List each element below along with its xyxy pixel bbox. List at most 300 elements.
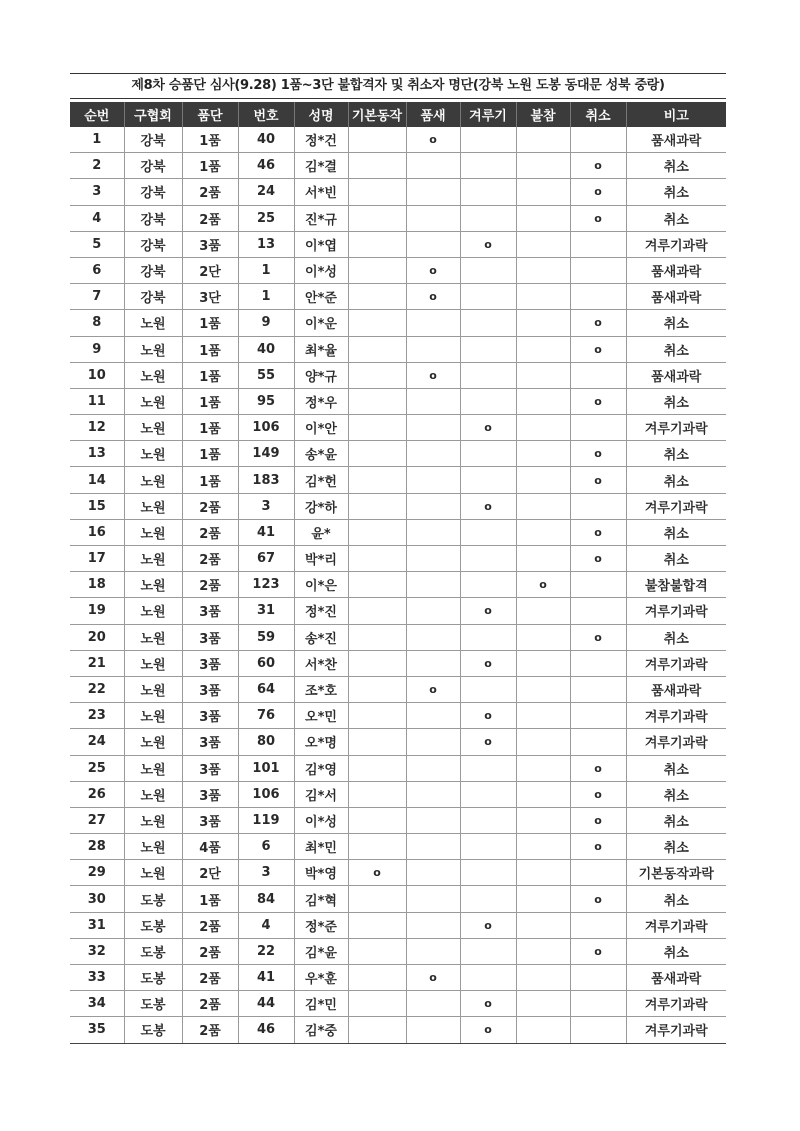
cell-cancel — [570, 257, 626, 283]
col-header: 구협회 — [124, 102, 182, 127]
cell-sparring — [460, 310, 516, 336]
cell-number: 84 — [238, 886, 294, 912]
table-row — [70, 834, 726, 860]
cell-basic-motion — [348, 415, 406, 441]
cell-cancel — [570, 231, 626, 257]
cell-no: 11 — [70, 388, 124, 414]
cell-poomsae — [406, 205, 460, 231]
cell-note: 취소 — [626, 179, 726, 205]
cell-note: 겨루기과락 — [626, 912, 726, 938]
cell-note: 품새과락 — [626, 284, 726, 310]
cell-basic-motion — [348, 493, 406, 519]
table-row — [70, 231, 726, 257]
cell-association: 노원 — [124, 388, 182, 414]
cell-association: 노원 — [124, 467, 182, 493]
cell-association: 강북 — [124, 257, 182, 283]
cell-cancel — [570, 415, 626, 441]
cell-number: 22 — [238, 938, 294, 964]
cell-number: 46 — [238, 1017, 294, 1043]
cell-cancel: o — [570, 441, 626, 467]
cell-name: 서*빈 — [294, 179, 348, 205]
cell-cancel — [570, 650, 626, 676]
cell-cancel — [570, 912, 626, 938]
cell-rank: 3품 — [182, 755, 238, 781]
cell-sparring — [460, 519, 516, 545]
cell-association: 강북 — [124, 127, 182, 153]
cell-basic-motion — [348, 886, 406, 912]
cell-number: 60 — [238, 650, 294, 676]
cell-rank: 1품 — [182, 467, 238, 493]
cell-absent — [516, 965, 570, 991]
cell-absent — [516, 938, 570, 964]
cell-sparring — [460, 257, 516, 283]
cell-rank: 3단 — [182, 284, 238, 310]
cell-cancel: o — [570, 519, 626, 545]
cell-cancel — [570, 991, 626, 1017]
cell-name: 우*훈 — [294, 965, 348, 991]
cell-cancel — [570, 965, 626, 991]
cell-sparring — [460, 781, 516, 807]
cell-name: 최*민 — [294, 834, 348, 860]
cell-sparring — [460, 755, 516, 781]
cell-no: 12 — [70, 415, 124, 441]
cell-basic-motion — [348, 284, 406, 310]
cell-number: 6 — [238, 834, 294, 860]
table-row — [70, 729, 726, 755]
cell-number: 9 — [238, 310, 294, 336]
cell-rank: 3품 — [182, 624, 238, 650]
cell-rank: 3품 — [182, 781, 238, 807]
cell-cancel: o — [570, 755, 626, 781]
cell-no: 15 — [70, 493, 124, 519]
cell-absent — [516, 519, 570, 545]
cell-association: 도봉 — [124, 1017, 182, 1043]
cell-sparring — [460, 127, 516, 153]
table-row — [70, 388, 726, 414]
cell-association: 강북 — [124, 179, 182, 205]
cell-association: 노원 — [124, 519, 182, 545]
cell-absent — [516, 729, 570, 755]
cell-basic-motion — [348, 729, 406, 755]
cell-sparring — [460, 546, 516, 572]
cell-name: 오*명 — [294, 729, 348, 755]
cell-association: 노원 — [124, 834, 182, 860]
cell-basic-motion — [348, 624, 406, 650]
cell-rank: 1품 — [182, 310, 238, 336]
cell-name: 양*규 — [294, 362, 348, 388]
table-row — [70, 415, 726, 441]
cell-note: 겨루기과락 — [626, 729, 726, 755]
cell-absent — [516, 781, 570, 807]
cell-no: 23 — [70, 703, 124, 729]
cell-basic-motion — [348, 336, 406, 362]
cell-rank: 2품 — [182, 965, 238, 991]
cell-no: 19 — [70, 598, 124, 624]
cell-number: 13 — [238, 231, 294, 257]
cell-cancel: o — [570, 938, 626, 964]
cell-note: 품새과락 — [626, 676, 726, 702]
cell-association: 도봉 — [124, 965, 182, 991]
cell-rank: 1품 — [182, 415, 238, 441]
cell-name: 김*중 — [294, 1017, 348, 1043]
cell-no: 29 — [70, 860, 124, 886]
table-row — [70, 965, 726, 991]
cell-cancel — [570, 703, 626, 729]
cell-sparring: o — [460, 415, 516, 441]
cell-no: 20 — [70, 624, 124, 650]
cell-name: 서*찬 — [294, 650, 348, 676]
cell-basic-motion — [348, 153, 406, 179]
cell-rank: 2품 — [182, 493, 238, 519]
cell-poomsae — [406, 834, 460, 860]
cell-no: 3 — [70, 179, 124, 205]
cell-rank: 2품 — [182, 205, 238, 231]
cell-no: 13 — [70, 441, 124, 467]
cell-sparring — [460, 676, 516, 702]
table-body — [70, 127, 726, 1043]
cell-poomsae — [406, 572, 460, 598]
cell-sparring: o — [460, 598, 516, 624]
col-header: 번호 — [238, 102, 294, 127]
cell-no: 7 — [70, 284, 124, 310]
cell-association: 강북 — [124, 284, 182, 310]
cell-poomsae: o — [406, 284, 460, 310]
cell-note: 겨루기과락 — [626, 493, 726, 519]
cell-no: 1 — [70, 127, 124, 153]
cell-sparring — [460, 965, 516, 991]
cell-number: 1 — [238, 257, 294, 283]
cell-no: 9 — [70, 336, 124, 362]
cell-note: 취소 — [626, 807, 726, 833]
cell-absent — [516, 257, 570, 283]
cell-no: 34 — [70, 991, 124, 1017]
cell-association: 노원 — [124, 703, 182, 729]
cell-no: 4 — [70, 205, 124, 231]
cell-name: 이*엽 — [294, 231, 348, 257]
cell-association: 노원 — [124, 755, 182, 781]
table-row — [70, 546, 726, 572]
cell-note: 품새과락 — [626, 127, 726, 153]
cell-note: 취소 — [626, 781, 726, 807]
cell-sparring — [460, 284, 516, 310]
cell-number: 67 — [238, 546, 294, 572]
cell-rank: 1품 — [182, 388, 238, 414]
cell-basic-motion — [348, 755, 406, 781]
cell-cancel: o — [570, 624, 626, 650]
result-table — [70, 102, 726, 1044]
cell-association: 노원 — [124, 493, 182, 519]
cell-absent — [516, 179, 570, 205]
cell-association: 노원 — [124, 572, 182, 598]
cell-name: 윤* — [294, 519, 348, 545]
cell-no: 18 — [70, 572, 124, 598]
table-row — [70, 336, 726, 362]
cell-poomsae: o — [406, 362, 460, 388]
cell-poomsae — [406, 231, 460, 257]
cell-sparring: o — [460, 493, 516, 519]
cell-sparring — [460, 572, 516, 598]
cell-basic-motion — [348, 572, 406, 598]
cell-note: 불참불합격 — [626, 572, 726, 598]
cell-no: 6 — [70, 257, 124, 283]
cell-poomsae — [406, 650, 460, 676]
cell-basic-motion — [348, 310, 406, 336]
col-header: 기본동작 — [348, 102, 406, 127]
cell-basic-motion — [348, 912, 406, 938]
cell-sparring — [460, 886, 516, 912]
table-row — [70, 257, 726, 283]
table-row — [70, 781, 726, 807]
cell-poomsae — [406, 336, 460, 362]
cell-note: 품새과락 — [626, 362, 726, 388]
cell-number: 1 — [238, 284, 294, 310]
cell-cancel: o — [570, 834, 626, 860]
cell-no: 32 — [70, 938, 124, 964]
cell-number: 183 — [238, 467, 294, 493]
cell-no: 21 — [70, 650, 124, 676]
cell-sparring — [460, 388, 516, 414]
table-row — [70, 310, 726, 336]
cell-basic-motion — [348, 598, 406, 624]
cell-note: 겨루기과락 — [626, 598, 726, 624]
cell-basic-motion — [348, 127, 406, 153]
cell-name: 이*은 — [294, 572, 348, 598]
cell-number: 41 — [238, 519, 294, 545]
cell-name: 오*민 — [294, 703, 348, 729]
cell-number: 31 — [238, 598, 294, 624]
cell-name: 김*영 — [294, 755, 348, 781]
cell-cancel: o — [570, 336, 626, 362]
cell-rank: 2품 — [182, 938, 238, 964]
cell-poomsae — [406, 703, 460, 729]
cell-poomsae — [406, 388, 460, 414]
cell-number: 64 — [238, 676, 294, 702]
cell-sparring: o — [460, 912, 516, 938]
cell-no: 30 — [70, 886, 124, 912]
cell-no: 26 — [70, 781, 124, 807]
cell-rank: 2품 — [182, 546, 238, 572]
cell-sparring: o — [460, 231, 516, 257]
cell-association: 도봉 — [124, 912, 182, 938]
cell-absent — [516, 991, 570, 1017]
cell-number: 106 — [238, 781, 294, 807]
cell-basic-motion — [348, 231, 406, 257]
cell-basic-motion — [348, 676, 406, 702]
cell-poomsae — [406, 755, 460, 781]
cell-name: 김*결 — [294, 153, 348, 179]
cell-basic-motion — [348, 1017, 406, 1043]
cell-basic-motion — [348, 467, 406, 493]
cell-cancel — [570, 493, 626, 519]
cell-rank: 2품 — [182, 179, 238, 205]
cell-name: 정*우 — [294, 388, 348, 414]
cell-basic-motion — [348, 965, 406, 991]
cell-association: 노원 — [124, 415, 182, 441]
cell-poomsae — [406, 886, 460, 912]
cell-cancel — [570, 676, 626, 702]
cell-basic-motion — [348, 362, 406, 388]
cell-rank: 3품 — [182, 703, 238, 729]
cell-sparring — [460, 807, 516, 833]
cell-name: 김*민 — [294, 991, 348, 1017]
cell-absent — [516, 546, 570, 572]
cell-no: 2 — [70, 153, 124, 179]
cell-absent — [516, 153, 570, 179]
cell-number: 46 — [238, 153, 294, 179]
table-row — [70, 703, 726, 729]
cell-basic-motion — [348, 205, 406, 231]
cell-cancel: o — [570, 807, 626, 833]
cell-name: 김*혁 — [294, 886, 348, 912]
cell-poomsae — [406, 153, 460, 179]
cell-absent — [516, 860, 570, 886]
cell-absent — [516, 703, 570, 729]
cell-poomsae — [406, 598, 460, 624]
cell-rank: 2품 — [182, 912, 238, 938]
cell-basic-motion: o — [348, 860, 406, 886]
cell-association: 노원 — [124, 598, 182, 624]
cell-absent: o — [516, 572, 570, 598]
cell-cancel — [570, 729, 626, 755]
cell-note: 품새과락 — [626, 257, 726, 283]
col-header: 품단 — [182, 102, 238, 127]
table-header — [70, 102, 726, 127]
cell-cancel: o — [570, 179, 626, 205]
cell-association: 노원 — [124, 441, 182, 467]
cell-absent — [516, 1017, 570, 1043]
table-row — [70, 598, 726, 624]
cell-basic-motion — [348, 650, 406, 676]
cell-note: 취소 — [626, 441, 726, 467]
cell-note: 취소 — [626, 624, 726, 650]
cell-number: 95 — [238, 388, 294, 414]
cell-sparring: o — [460, 729, 516, 755]
table-row — [70, 991, 726, 1017]
cell-no: 16 — [70, 519, 124, 545]
cell-absent — [516, 388, 570, 414]
cell-absent — [516, 912, 570, 938]
cell-name: 이*안 — [294, 415, 348, 441]
cell-association: 강북 — [124, 205, 182, 231]
cell-absent — [516, 231, 570, 257]
cell-absent — [516, 834, 570, 860]
cell-note: 품새과락 — [626, 965, 726, 991]
cell-number: 3 — [238, 493, 294, 519]
cell-association: 노원 — [124, 624, 182, 650]
cell-sparring — [460, 624, 516, 650]
cell-basic-motion — [348, 257, 406, 283]
cell-sparring: o — [460, 1017, 516, 1043]
cell-name: 정*진 — [294, 598, 348, 624]
cell-name: 송*진 — [294, 624, 348, 650]
cell-cancel: o — [570, 388, 626, 414]
cell-note: 취소 — [626, 336, 726, 362]
cell-name: 송*윤 — [294, 441, 348, 467]
cell-sparring — [460, 205, 516, 231]
cell-no: 31 — [70, 912, 124, 938]
cell-poomsae — [406, 938, 460, 964]
cell-note: 겨루기과락 — [626, 650, 726, 676]
cell-number: 44 — [238, 991, 294, 1017]
cell-poomsae — [406, 1017, 460, 1043]
cell-sparring — [460, 153, 516, 179]
cell-poomsae — [406, 467, 460, 493]
col-header: 품새 — [406, 102, 460, 127]
cell-cancel — [570, 362, 626, 388]
cell-no: 28 — [70, 834, 124, 860]
cell-note: 취소 — [626, 546, 726, 572]
cell-association: 노원 — [124, 860, 182, 886]
cell-number: 3 — [238, 860, 294, 886]
cell-basic-motion — [348, 388, 406, 414]
cell-note: 겨루기과락 — [626, 991, 726, 1017]
cell-note: 겨루기과락 — [626, 703, 726, 729]
cell-name: 이*운 — [294, 310, 348, 336]
table-row — [70, 284, 726, 310]
cell-no: 33 — [70, 965, 124, 991]
cell-cancel — [570, 284, 626, 310]
cell-absent — [516, 467, 570, 493]
table-row — [70, 676, 726, 702]
cell-basic-motion — [348, 834, 406, 860]
cell-association: 노원 — [124, 729, 182, 755]
col-header: 비고 — [626, 102, 726, 127]
cell-absent — [516, 441, 570, 467]
cell-note: 취소 — [626, 467, 726, 493]
cell-no: 5 — [70, 231, 124, 257]
cell-note: 취소 — [626, 310, 726, 336]
cell-poomsae: o — [406, 127, 460, 153]
cell-rank: 1품 — [182, 153, 238, 179]
cell-basic-motion — [348, 938, 406, 964]
cell-note: 취소 — [626, 388, 726, 414]
cell-rank: 3품 — [182, 231, 238, 257]
cell-cancel — [570, 1017, 626, 1043]
cell-number: 24 — [238, 179, 294, 205]
cell-number: 101 — [238, 755, 294, 781]
cell-note: 취소 — [626, 834, 726, 860]
cell-name: 이*성 — [294, 257, 348, 283]
cell-rank: 1품 — [182, 127, 238, 153]
cell-number: 4 — [238, 912, 294, 938]
cell-no: 10 — [70, 362, 124, 388]
cell-number: 25 — [238, 205, 294, 231]
table-row — [70, 127, 726, 153]
cell-sparring: o — [460, 703, 516, 729]
cell-note: 취소 — [626, 205, 726, 231]
cell-association: 노원 — [124, 336, 182, 362]
cell-cancel: o — [570, 205, 626, 231]
cell-sparring: o — [460, 991, 516, 1017]
cell-cancel: o — [570, 886, 626, 912]
cell-poomsae — [406, 624, 460, 650]
table-row — [70, 912, 726, 938]
cell-rank: 3품 — [182, 650, 238, 676]
cell-rank: 3품 — [182, 676, 238, 702]
cell-poomsae — [406, 991, 460, 1017]
cell-name: 김*윤 — [294, 938, 348, 964]
cell-name: 진*규 — [294, 205, 348, 231]
cell-poomsae — [406, 493, 460, 519]
cell-association: 노원 — [124, 650, 182, 676]
cell-cancel: o — [570, 546, 626, 572]
cell-poomsae — [406, 546, 460, 572]
cell-name: 박*영 — [294, 860, 348, 886]
cell-note: 취소 — [626, 519, 726, 545]
cell-note: 취소 — [626, 886, 726, 912]
cell-sparring: o — [460, 650, 516, 676]
cell-sparring — [460, 860, 516, 886]
